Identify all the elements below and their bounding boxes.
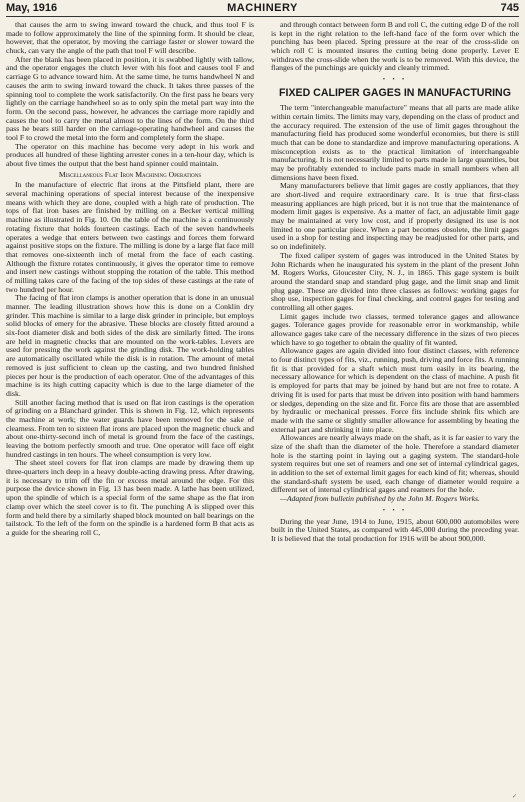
source-credit: —Adapted from bulletin published by the John M. Rogers Works.	[280, 494, 480, 504]
paragraph: The term "interchangeable manufacture" means that all parts are made alike within certain limits. The limits may vary, depending on the class of product and the accuracy required. The extension of the use of limit gages throughout the manufacturing field has produced some wonderful economies, but there is still much that can be done to standardize and improve manufacturing operations. A misconception exists as to the practical limitation of interchangeable manufacturing. It is not necessarily limited to parts made in large quantities, but may be profitably extended to include parts made in small numbers when all dimensions have been fixed.	[271, 103, 519, 182]
paragraph: and through contact between form B and roll C, the cutting edge D of the roll is kept in the right relation to the left-hand face of the form over which the punching has been placed. Spring pressure at the rear of the cross-slide on which roll C is mounted insures the cutting being done properly. Lever E withdraws the cross-slide when the work is to be removed. With this device, the flanges of the punchings are quickly and cleanly trimmed.	[271, 20, 519, 73]
footer-check-mark: ✓	[511, 794, 517, 800]
paragraph: Allowance gages are again divided into four distinct classes, with reference to four distinct types of fits, viz., running, push, driving and force fits. A running fit is that provided for a shaft which must turn easily in its bearing, the necessary allowance for which is dependent on the class of machine. A push fit is employed for parts that may be joined by hand but are not free to rotate. A driving fit is used for parts that must be driven into position with hand hammers or sledges, depending on the size and fit. Force fits are those that are assembled by hydraulic or mechanical presses. Force fits include shrink fits which are made with the same or slightly smaller allowance for assembling by heating the external part and shrinking it into place.	[271, 346, 519, 434]
paragraph: Still another facing method that is used on flat iron castings is the operation of grinding on a Blanchard grinder. This is shown in Fig. 12, which represents the machine at work; the water guards have been removed for the sake of clearness. From ten to sixteen flat irons are placed upon the magnetic chuck and about one-thirty-second inch of metal is ground from the face of the castings, leaving the bottom perfectly smooth and true. One operator will face off eight hundred castings in ten hours. The wheel consumption is very low.	[6, 397, 254, 459]
paragraph: After the blank has been placed in position, it is swabbed lightly with tallow, and the operator engages the clutch lever with his foot and causes tool F and carriage G to advance toward him. At the same time, he turns handwheel N and causes the arm to swing inward toward the chuck. It takes three passes of the spinning tool to complete the work satisfactorily. On the first pass he bears very lightly on the carriage handwheel so as to only spin the metal part way into the form. On the second pass, however, he advances the carriage more rapidly and causes the tool to carry the metal almost to the lines of the form. On the third pass he bears still harder on the carriage-operating handwheel and causes the tool F to crowd the metal into the form and completely form the shape.	[6, 54, 254, 142]
section-subheading: Miscellaneous Flat Iron Machining Operations	[58, 169, 202, 179]
paragraph: The operator on this machine has become very adept in his work and produces all hundred of these lighting arrester cones in a ten-hour day, which is about five times the output that the best hand spinner could maintain.	[6, 141, 254, 168]
paragraph: Limit gages include two classes, termed tolerance gages and allowance gages. Tolerance gages provide for reasonable error in workmanship, while allowance gages take care of the necessary difference in the sizes of two pieces which have to go together to obtain the quality of fit wanted.	[271, 311, 519, 347]
section-separator: • • •	[382, 77, 408, 84]
paragraph: The sheet steel covers for flat iron clamps are made by drawing them up three-quarters inch deep in a heavy double-acting drawing press. After drawing, it is necessary to trim off the fin or excess metal around the edge. For this purpose the device shown in Fig. 13 has been made. A lathe has been utilized, upon the spindle of which is a special form of the same shape as the flat iron clamp over which the steel cover is to fit. The punching A is slipped over this form and held there by a similarly shaped block mounted on ball bearings on the tailstock. To the left of the form on the spindle is a hardened form B that acts as a guide for the shearing roll C,	[6, 458, 254, 537]
right-column	[271, 21, 519, 544]
paragraph: The fixed caliper system of gages was introduced in the United States by John Richards when he inaugurated his system in the plant of the present John M. Rogers Works, Gloucester City, N. J., in 1865. This gage system is built around the standard snap and standard plug gage, and the limit snap and limit plug gage. These are divided into three classes as follows: working gages for shop use, inspection gages for final checking, and control gages for testing and controlling all other gages.	[271, 250, 519, 312]
paragraph: that causes the arm to swing inward toward the chuck, and thus tool F is made to follow approximately the line of the spinning form. It should be clear, however, that the operator, by moving the carriage faster or slower toward the chuck, can vary the angle of the path that tool F will describe.	[6, 20, 254, 56]
paragraph: In the manufacture of electric flat irons at the Pittsfield plant, there are several machining operations of special interest because of the inexpensive means with which they are done, coupled with a high rate of production. The tops of flat iron bases are finished by milling on a Becker vertical milling machine as illustrated in Fig. 10. On the table of the machine is a continuously rotating fixture that holds fourteen castings. Each of the seven handwheels operates a wedge that enters between two castings and forces them forward against positive stops on the fixture. The milling is done by a large flat face mill that removes one-sixteenth inch of metal from the face of each casting. Although the fixture rotates continuously, it gives the operator time to remove and insert new castings without stopping the rotation of the table. This method of milling takes care of the facing of the top sides of these castings at the rate of two hundred per hour.	[6, 180, 254, 294]
left-column	[6, 21, 254, 538]
paragraph: During the year June, 1914 to June, 1915, about 600,000 automobiles were built in the United States, as compared with 445,000 during the preceding year. It is believed that the total production for 1916 will be about 900,000.	[271, 516, 519, 544]
paragraph: Allowances are nearly always made on the shaft, as it is far easier to vary the size of the shaft than the diameter of the hole. Therefore a standard diameter hole is the starting point in laying out a gaging system. The standard-hole system requires but one set of reamers and one set of internal cylindrical gages, in addition to the set of external limit gages for each kind of fit; whereas, should the standard-shaft system be used, each change of diameter would require a different set of internal cylindrical gages and reamers for the hole.	[271, 433, 519, 495]
issue-date: May, 1916	[6, 2, 58, 14]
page-number: 745	[500, 2, 519, 14]
running-header	[6, 2, 519, 17]
magazine-name: MACHINERY	[227, 2, 298, 14]
section-separator: • • •	[382, 507, 408, 514]
article-title: FIXED CALIPER GAGES IN MANUFACTURING	[279, 87, 511, 100]
paragraph: Many manufacturers believe that limit gages are costly appliances, that they are short-lived and require extraordinary care. It is true that first-class measuring appliances are high priced, but it is not true that the maintenance of modern limit gages is expensive. As a matter of fact, an adjustable limit gage may be maintained at very low cost, and if properly designed its use is not limited to one particular piece. When a part becomes obsolete, the limit gages used in a shop for testing and inspecting may be readjusted for other parts, and so on indefinitely.	[271, 181, 519, 252]
paragraph: The facing of flat iron clamps is another operation that is done in an unusual manner. The leading illustration shows how this is done on a Conklin dry grinder. This machine is similar to a large disk grinder in principle, but employs solid blocks of emery for the abrasive. These blocks are closely fitted around a six-foot diameter disk and both sides of the disk are similarly fitted. The irons are held in magnetic chucks that are mounted on the work-tables. Levers are used for pressing the work against the grinding disk. The work-holding tables are automatically oscillated while the disk is in rotation. The amount of metal removed is just sufficient to clean up the casting, and two hundred finished pieces per hour is the production of each operator. One of the advantages of this machine is its high cutting capacity which is due to the large diameter of the disk.	[6, 293, 254, 398]
